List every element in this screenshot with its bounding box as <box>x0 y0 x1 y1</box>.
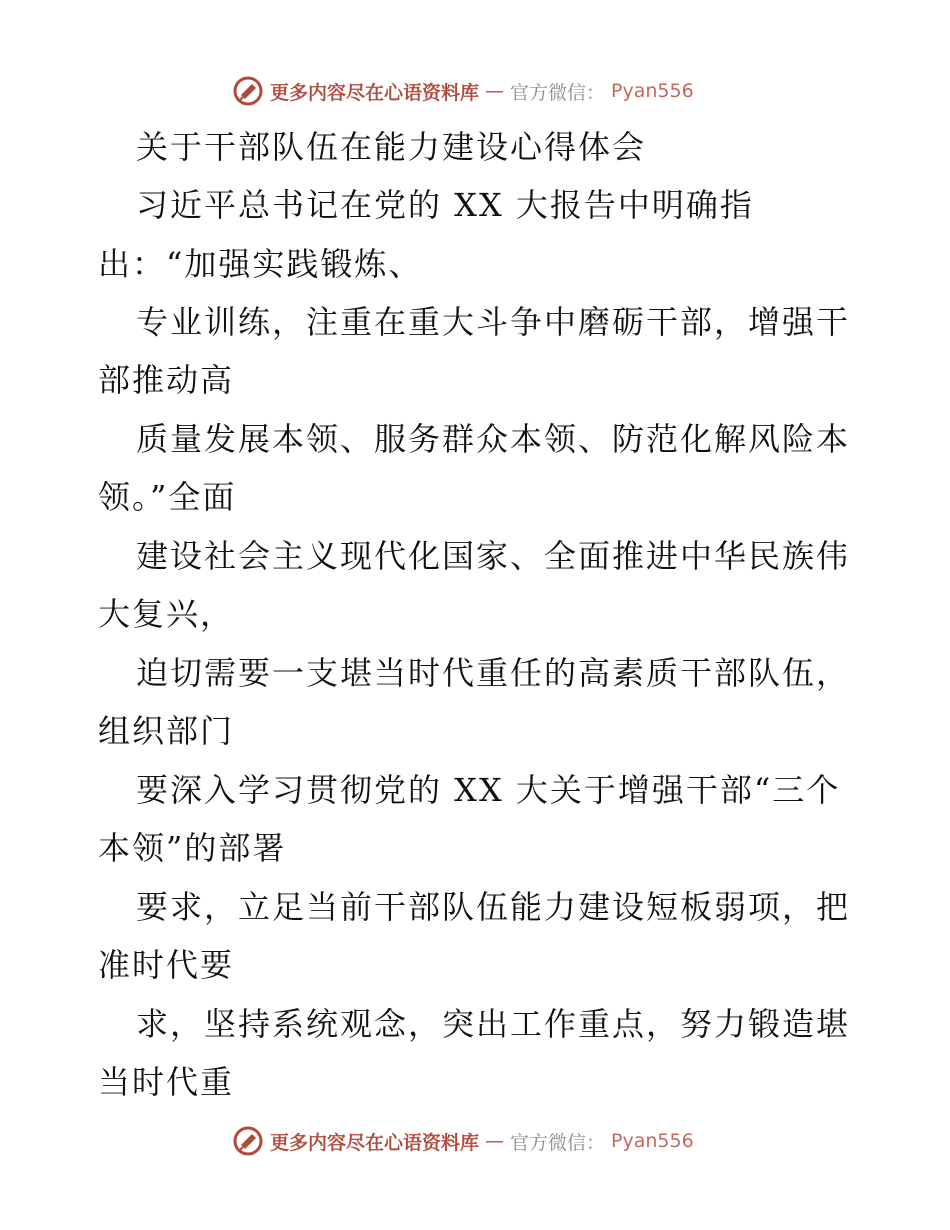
text-line: 专业训练，注重在重大斗争中磨砺干部，增强干 <box>136 303 851 341</box>
text-line: 质量发展本领、服务群众本领、防范化解风险本 <box>136 420 851 458</box>
watermark-text: 更多内容尽在心语资料库 <box>270 81 480 104</box>
text-line: 准时代要 <box>98 946 235 984</box>
text-line: 建设社会主义现代化国家、全面推进中华民族伟 <box>136 537 851 575</box>
text-line: 习近平总书记在党的 XX 大报告中明确指 <box>136 186 754 224</box>
document-title: 关于干部队伍在能力建设心得体会 <box>136 128 647 166</box>
text-line: 本领”的部署 <box>98 829 287 867</box>
brand-logo-icon <box>232 75 264 107</box>
watermark-separator: — <box>485 1130 505 1152</box>
text-line: 要求，立足当前干部队伍能力建设短板弱项，把 <box>136 888 851 926</box>
watermark-header <box>232 74 694 108</box>
watermark-label: 官方微信： <box>510 81 606 104</box>
text-line: 出：“加强实践锻炼、 <box>98 245 423 283</box>
watermark-id: Pyan556 <box>611 1130 694 1152</box>
watermark-text: 更多内容尽在心语资料库 <box>270 1131 480 1154</box>
text-line: 迫切需要一支堪当时代重任的高素质干部队伍， <box>136 654 851 692</box>
brand-logo-icon <box>232 1125 264 1157</box>
text-line: 组织部门 <box>98 712 235 750</box>
text-line: 大复兴， <box>98 595 235 633</box>
watermark-separator: — <box>485 80 505 102</box>
text-line: 领。”全面 <box>98 478 237 516</box>
text-line: 要深入学习贯彻党的 XX 大关于增强干部“三个 <box>136 771 841 809</box>
watermark-footer <box>232 1124 694 1158</box>
watermark-label: 官方微信： <box>510 1131 606 1154</box>
text-line: 求，坚持系统观念，突出工作重点，努力锻造堪 <box>136 1005 851 1043</box>
text-line: 部推动高 <box>98 361 235 399</box>
watermark-id: Pyan556 <box>611 80 694 102</box>
text-line: 当时代重 <box>98 1063 235 1101</box>
